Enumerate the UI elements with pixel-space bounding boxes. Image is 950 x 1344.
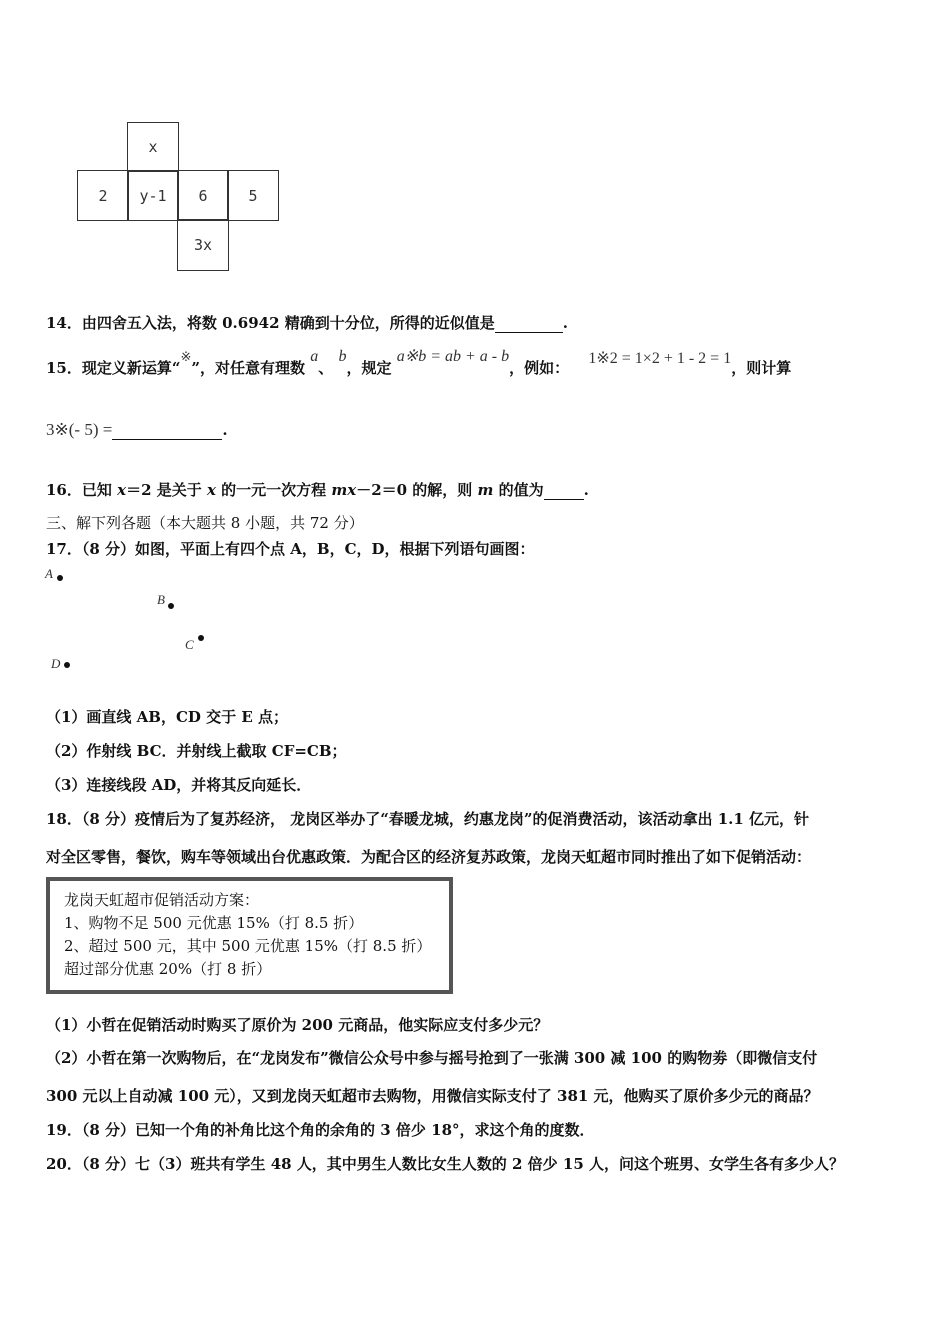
- net-cell-1: 2: [77, 170, 129, 221]
- question-16: [46, 479, 589, 500]
- q15-mid3: ，例如：: [509, 359, 570, 377]
- q15-end: .: [222, 421, 228, 439]
- q16-p3: 的一元一次方程: [215, 481, 332, 499]
- q15-mid2: ，规定: [346, 359, 392, 377]
- q14-blank: [495, 314, 563, 333]
- q16-p4: －2＝0 的解，则: [356, 481, 478, 499]
- q15-mid4: ，则计算: [731, 359, 792, 377]
- q18-line-2: 对全区零售，餐饮，购车等领域出台优惠政策．为配合区的经济复苏政策，龙岗天虹超市同时推出了如下促销活动：: [46, 848, 812, 866]
- q18-sub-2b: 300 元以上自动减 100 元），又到龙岗天虹超市去购物，用微信实际支付了 381 元，他购买了原价多少元的商品？: [46, 1087, 819, 1105]
- point-a-dot: [57, 575, 63, 581]
- q18-sub-1: （1）小哲在促销活动时购买了原价为 200 元商品，他实际应支付多少元？: [46, 1016, 549, 1034]
- point-d-label: D: [51, 656, 61, 671]
- q16-x2: x: [206, 481, 216, 499]
- q15-sep: 、: [318, 359, 334, 377]
- question-15-line2: [46, 420, 228, 440]
- point-b-label: B: [157, 592, 165, 607]
- net-cell-2: y-1: [127, 170, 179, 221]
- q17-item-3: （3）连接线段 AD，并将其反向延长．: [46, 776, 312, 794]
- promo-rule-1: 1、购物不足 500 元优惠 15%（打 8.5 折）: [64, 914, 364, 932]
- point-d-dot: [64, 662, 70, 668]
- q18-sub-2a: （2）小哲在第一次购物后，在“龙岗发布”微信公众号中参与摇号抢到了一张满 300 减 100 的购物劵（即微信支付: [46, 1049, 818, 1067]
- q16-mx: mx: [331, 481, 357, 499]
- promo-box: [46, 877, 453, 994]
- point-c-label: C: [185, 637, 194, 652]
- q16-m: m: [477, 481, 494, 499]
- q17-item-1: （1）画直线 AB，CD 交于 E 点；: [46, 708, 289, 726]
- question-19: 19．（8 分）已知一个角的补角比这个角的余角的 3 倍少 18°，求这个角的度数．: [46, 1121, 595, 1139]
- q18-line-1: 18．（8 分）疫情后为了复苏经济， 龙岗区举办了“春暖龙城，约惠龙岗”的促消费活动，该活动拿出 1.1 亿元，针: [46, 810, 810, 828]
- q15-rule: a※b = ab + a - b: [396, 348, 510, 365]
- point-b-dot: [168, 603, 174, 609]
- net-cell-4: 5: [227, 170, 279, 221]
- q15-var-b: b: [338, 348, 347, 365]
- question-15: [46, 348, 792, 378]
- point-c-dot: [198, 635, 204, 641]
- q16-p1: 16．已知: [46, 481, 118, 499]
- q15-expr: 3※(- 5) =: [46, 420, 113, 439]
- q16-p2: ＝2 是关于: [126, 481, 207, 499]
- q14-end: .: [562, 314, 568, 332]
- promo-title: 龙岗天虹超市促销活动方案：: [64, 891, 260, 909]
- question-20: 20．（8 分）七（3）班共有学生 48 人，其中男生人数比女生人数的 2 倍少 15 人，问这个班男、女学生各有多少人？: [46, 1155, 844, 1173]
- promo-rule-2: 2、超过 500 元，其中 500 元优惠 15%（打 8.5 折）: [64, 937, 432, 955]
- q14-text: 14．由四舍五入法，将数 0.6942 精确到十分位，所得的近似值是: [46, 314, 495, 332]
- q15-var-a: a: [310, 348, 319, 365]
- q15-symbol: ※: [180, 349, 192, 364]
- q16-blank: [544, 481, 584, 500]
- point-a-label: A: [45, 566, 53, 581]
- net-cell-3: 6: [177, 170, 229, 221]
- q16-x1: x: [117, 481, 127, 499]
- question-17-head: 17．（8 分）如图，平面上有四个点 A，B，C，D，根据下列语句画图：: [46, 540, 535, 558]
- net-cell-bottom: 3x: [177, 219, 229, 271]
- q15-blank: [112, 421, 222, 440]
- q15-prefix: 15．现定义新运算“: [46, 359, 181, 377]
- q16-end: .: [583, 481, 589, 499]
- promo-rule-2-cont: 超过部分优惠 20%（打 8 折）: [64, 960, 272, 978]
- q17-item-2: （2）作射线 BC．并射线上截取 CF=CB；: [46, 742, 347, 760]
- q15-example: 1※2 = 1×2 + 1 - 2 = 1: [588, 350, 732, 367]
- q15-mid1: ”，对任意有理数: [191, 359, 306, 377]
- net-cell-top: x: [127, 122, 179, 172]
- question-14: [46, 312, 568, 333]
- q16-p5: 的值为: [493, 481, 544, 499]
- section-3-heading: 三、解下列各题（本大题共 8 小题，共 72 分）: [46, 514, 364, 532]
